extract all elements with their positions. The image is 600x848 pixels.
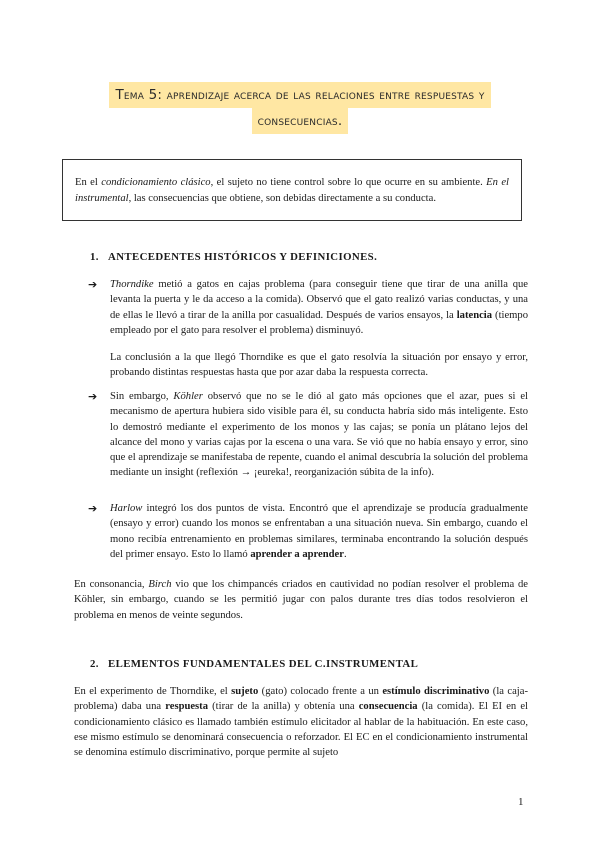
paragraph-text: (tirar de la anilla) y obtenía una	[208, 701, 359, 713]
section-number: 2.	[90, 658, 99, 670]
page-title	[60, 82, 540, 134]
key-term: respuesta	[165, 701, 209, 713]
bullet-kohler	[90, 389, 528, 481]
intro-emphasis: En el instrumental	[75, 177, 509, 204]
paragraph-text: (la comida). El EI en el condicionamiento clásico es llamado también estímulo elicitador al hablar de la habituación. En este caso, ese mismo estímulo se denominará consecuencia o reforzador. El EC en el condicionamiento instrumental se denomina estímulo discriminativo, porque permite al sujeto	[74, 701, 528, 759]
bullet-text: observó que no se le dió al gato más opciones que el azar, pues si el mecanismo de apertura hubiera sido visible para él, su conducta habría sido más inteligente. Esto lo demostró mediante el experimento de los monos y las cajas; se ponía un plátano lejos del alcance del mono y varias cajas por la escena o una vara. Se vió que no había ensayo y error, sino que el aprendizaje se manifestaba de repente, cuando el animal descubría la solución del problema mediante un insight (reflexión → ¡eureka!, reorganización súbita de la info).	[110, 391, 528, 479]
intro-text: , el sujeto no tiene control sobre lo que ocurre en su ambiente.	[210, 177, 487, 188]
paragraph-text: (la caja-problema) daba una	[74, 686, 528, 713]
section-title: ELEMENTOS FUNDAMENTALES DEL C.INSTRUMENTAL	[108, 658, 419, 670]
arrow-bullet-icon: ➔	[88, 278, 98, 291]
thorndike-conclusion: La conclusión a la que llegó Thorndike es que el gato resolvía la situación por ensayo y error, probando distintas respuestas hasta que por azar daba la respuesta correcta.	[110, 352, 528, 379]
key-term: estímulo discriminativo	[382, 686, 490, 697]
bullet-harlow	[90, 501, 528, 562]
paragraph-text: En el experimento de Thorndike, el	[74, 686, 232, 697]
intro-box	[62, 159, 522, 221]
key-term: aprender a aprender	[250, 548, 344, 560]
arrow-bullet-icon: ➔	[88, 502, 98, 515]
page-number: 1	[518, 796, 524, 808]
bullet-text: Sin embargo,	[110, 391, 174, 402]
bullet-text: metió a gatos en cajas problema (para conseguir tiene que tirar de una anilla que levanta la puerta y le da acceso a la comida). Observó que el gato realizó varias conductas, y una de ellas le llevó a tirar de la anilla por casualidad. Después de varios ensayos, la	[110, 279, 528, 321]
bullet-thorndike	[90, 277, 528, 338]
intro-emphasis: condicionamiento clásico	[101, 177, 211, 188]
title-line-1: Tema 5: aprendizaje acerca de las relaciones entre respuestas y	[109, 82, 490, 108]
paragraph-text: (gato) colocado frente a un	[258, 686, 383, 697]
bullet-text: .	[343, 548, 347, 560]
author-name: Birch	[148, 579, 172, 590]
title-line-2: consecuencias.	[252, 108, 349, 134]
elements-paragraph	[74, 684, 528, 760]
section-title: ANTECEDENTES HISTÓRICOS Y DEFINICIONES.	[108, 251, 378, 263]
intro-text: En el	[75, 177, 102, 188]
bullet-text: (tiempo empleado por el gato para resolver el problema) disminuyó.	[110, 309, 528, 336]
birch-paragraph	[74, 577, 528, 623]
author-name: Harlow	[110, 503, 143, 514]
arrow-bullet-icon: ➔	[88, 390, 98, 403]
author-name: Köhler	[173, 391, 203, 402]
intro-text: , las consecuencias que obtiene, son debidas directamente a su conducta.	[128, 192, 436, 204]
bullet-text: integró los dos puntos de vista. Encontró que el aprendizaje se producía gradualmente (ensayo y error) cuando los monos se enfrentaban a una situación nueva. Sin embargo, cuando el mono recibía entrenamiento en problemas similares, terminaba encontrando la solución después del primer ensayo. Esto lo llamó	[110, 503, 528, 560]
key-term: consecuencia	[358, 701, 418, 713]
author-name: Thorndike	[110, 279, 154, 290]
paragraph-text: vio que los chimpancés criados en cautividad no podían resolver el problema de Köhler, sin embargo, cuando se les permitió jugar con palos durante tres días todos resolvieron el problema en menos de veinte segundos.	[74, 579, 528, 621]
section-2-heading	[90, 658, 418, 670]
key-term: sujeto	[231, 686, 259, 697]
section-number: 1.	[90, 251, 99, 263]
key-term: latencia	[456, 309, 493, 321]
paragraph-text: En consonancia,	[74, 579, 149, 590]
section-1-heading	[90, 251, 377, 263]
